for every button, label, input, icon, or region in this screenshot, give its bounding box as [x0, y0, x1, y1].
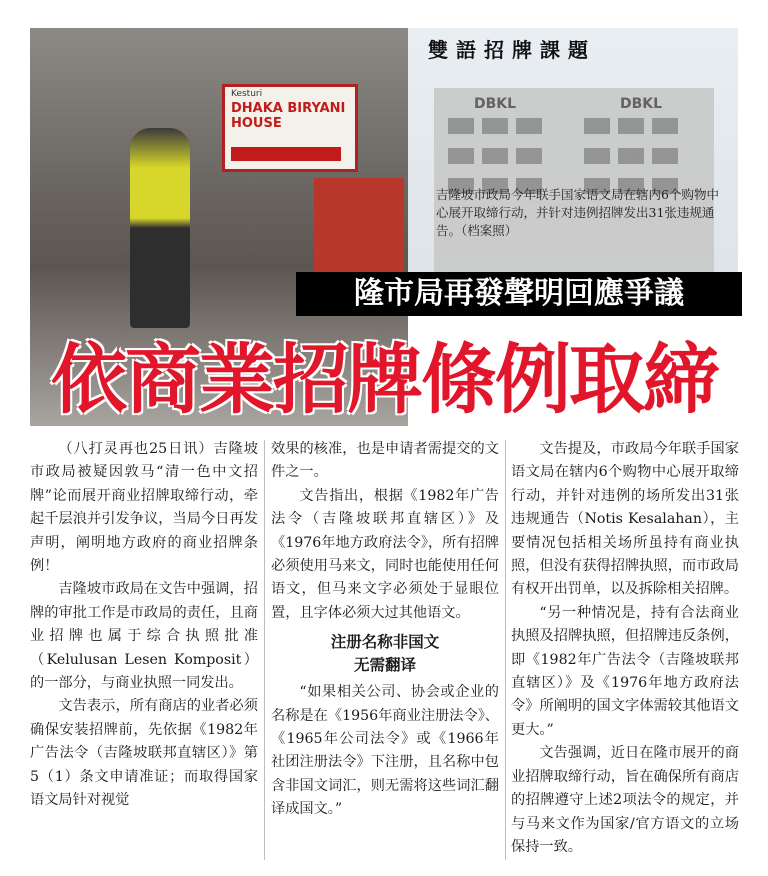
column-divider: [505, 440, 506, 860]
paragraph: 吉隆坡市政局在文告中强调，招牌的审批工作是市政局的责任，且商业招牌也属于综合执照批准（Kelulusan Lesen Komposit）的一部分，与商业执照一同发出。: [30, 581, 258, 692]
lead-text: 吉隆坡市政局被疑因敦马“清一色中文招牌”论而展开商业招牌取缔行动，牵起千层浪并引发争议，当局今日再发声明，阐明地方政府的商业招牌条例！: [30, 441, 258, 575]
paragraph: 文告强调，近日在隆市展开的商业招牌取缔行动，旨在确保所有商店的招牌遵守上述2项法令的规定，并与马来文作为国家/官方语文的立场保持一致。: [511, 745, 739, 855]
subheadline: 隆市局再發聲明回應爭議: [296, 272, 742, 316]
column-divider: [264, 440, 265, 860]
section-tag: 雙語招牌課題: [428, 38, 596, 62]
section-subtitle-line-1: 注册名称非国文: [330, 633, 440, 652]
headline-wrap: [30, 332, 738, 428]
article-column-3: [511, 438, 739, 859]
article-column-1: [30, 438, 258, 813]
dateline-paragraph: [30, 438, 258, 578]
worker-figure: [130, 128, 190, 328]
shop-sign-top-text: Kesturi: [231, 89, 263, 99]
paragraph: 文告提及，市政局今年联手国家语文局在辖内6个购物中心展开取缔行动，并针对违例的场所发出31张违规通告（Notis Kesalahan），主要情况包括相关场所虽持有商业执照，但没有获得招牌执照，而市政局有权开出罚单，以及拆除相关招牌。: [511, 441, 739, 598]
dbkl-label-right: DBKL: [620, 96, 663, 112]
paragraph: 效果的核准，也是申请者需提交的文件之一。: [271, 441, 499, 481]
shop-sign-arrow: [231, 147, 341, 161]
section-subtitle-line-2: 无需翻译: [353, 656, 416, 675]
dbkl-label-left: DBKL: [474, 96, 517, 112]
section-subtitle: [271, 631, 499, 677]
dateline: （八打灵再也25日讯）: [58, 441, 214, 457]
article-column-2: [271, 438, 499, 822]
photo-caption: 吉隆坡市政局今年联手国家语文局在辖内6个购物中心展开取缔行动，并针对违例招牌发出31张违规通告。（档案照）: [436, 187, 719, 238]
paragraph: 文告指出，根据《1982年广告法令（吉隆坡联邦直辖区）》及《1976年地方政府法令》，所有招牌必须使用马来文，同时也能使用任何语文，但马来文字必须处于显眼位置，且字体必须大过其他语文。: [271, 487, 499, 621]
paragraph: 文告表示，所有商店的业者必须确保安装招牌前，先依据《1982年广告法令（吉隆坡联邦直辖区）》第5（1）条文申请准证；而取得国家语文局针对视觉: [30, 698, 258, 809]
shop-sign-name: DHAKA BIRYANI HOUSE: [231, 101, 346, 131]
paragraph: “另一种情况是，持有合法商业执照及招牌执照，但招牌违反条例，即《1982年广告法令（吉隆坡联邦直辖区）》及《1976年地方政府法令》所阐明的国文字体需较其他语文更大。”: [511, 604, 739, 738]
paragraph: “如果相关公司、协会或企业的名称是在《1956年商业注册法令》、《1965年公司法令》或《1966年社团注册法令》下注册，且名称中包含非国文词汇，则无需将这些词汇翻译成国文。”: [271, 684, 499, 818]
headline: 依商業招牌條例取締: [51, 335, 717, 424]
shop-signboard: [222, 84, 358, 172]
dbkl-building-photo: [408, 28, 738, 288]
